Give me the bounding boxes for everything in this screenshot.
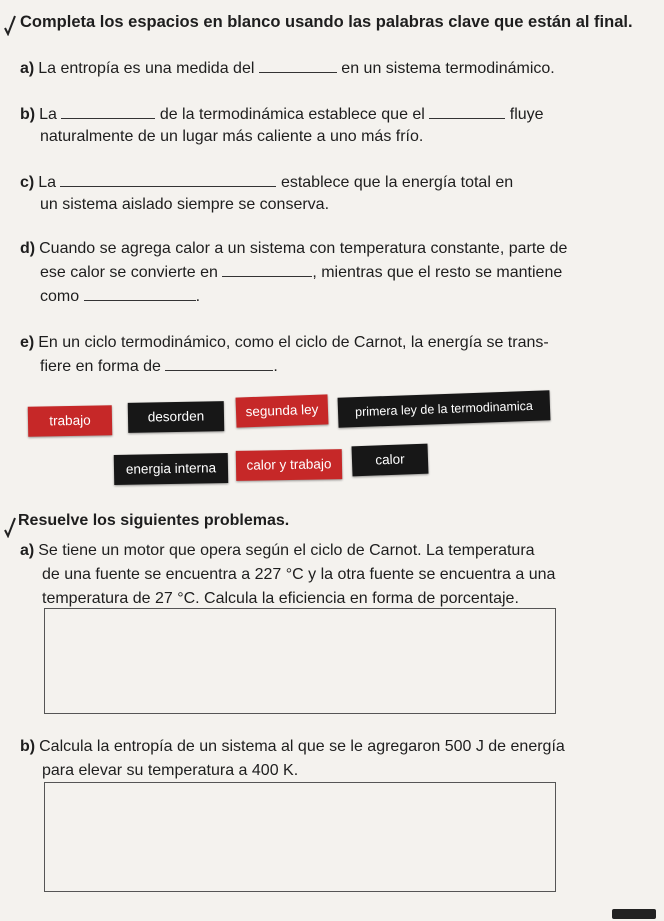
problem-b-line2: para elevar su temperatura a 400 K.	[42, 762, 299, 779]
item-e: e) En un ciclo termodinámico, como el ciclo de Carnot, la energía se trans-	[20, 334, 549, 351]
word-chip-segunda-ley[interactable]: segunda ley	[236, 394, 329, 427]
item-e-line2: fiere en forma de .	[40, 358, 278, 375]
blank-d1[interactable]	[222, 262, 312, 277]
item-d-line3: como .	[40, 288, 201, 305]
word-chip-calor[interactable]: calor	[351, 444, 428, 477]
item-b: b) La de la termodinámica establece que el fluye	[20, 106, 544, 123]
item-a: a) La entropía es una medida del en un sistema termodinámico.	[20, 60, 555, 77]
answer-box-a[interactable]	[44, 608, 556, 714]
item-c-line2: un sistema aislado siempre se conserva.	[40, 196, 330, 213]
blank-b2[interactable]	[429, 104, 505, 119]
section-title-problems: Resuelve los siguientes problemas.	[18, 512, 290, 529]
item-c: c) La establece que la energía total en	[20, 174, 514, 191]
problem-a-line3: temperatura de 27 °C. Calcula la eficiencia en forma de porcentaje.	[42, 590, 519, 607]
problem-a-line1: a) Se tiene un motor que opera según el ciclo de Carnot. La temperatura	[20, 542, 535, 559]
problem-b-line1: b) Calcula la entropía de un sistema al que se le agregaron 500 J de energía	[20, 738, 565, 755]
section-title-complete: Completa los espacios en blanco usando las palabras clave que están al final.	[20, 13, 633, 31]
word-chip-calor-y-trabajo[interactable]: calor y trabajo	[236, 449, 343, 481]
check-mark-icon-2	[4, 516, 16, 538]
blank-c1[interactable]	[60, 172, 276, 187]
check-mark-icon	[4, 14, 16, 36]
blank-d2[interactable]	[84, 286, 196, 301]
word-chip-energia-interna[interactable]: energia interna	[114, 453, 229, 485]
item-d-line2: ese calor se convierte en , mientras que el resto se mantiene	[40, 264, 563, 281]
blank-e1[interactable]	[165, 356, 273, 371]
page-corner-mark	[612, 909, 656, 919]
word-chip-desorden[interactable]: desorden	[128, 401, 225, 433]
blank-a1[interactable]	[259, 58, 337, 73]
answer-box-b[interactable]	[44, 782, 556, 892]
word-chip-trabajo[interactable]: trabajo	[28, 405, 113, 436]
word-chip-primera-ley[interactable]: primera ley de la termodinamica	[338, 390, 551, 427]
item-d: d) Cuando se agrega calor a un sistema con temperatura constante, parte de	[20, 240, 568, 257]
item-b-line2: naturalmente de un lugar más caliente a uno más frío.	[40, 128, 424, 145]
blank-b1[interactable]	[61, 104, 155, 119]
problem-a-line2: de una fuente se encuentra a 227 °C y la otra fuente se encuentra a una	[42, 566, 556, 583]
